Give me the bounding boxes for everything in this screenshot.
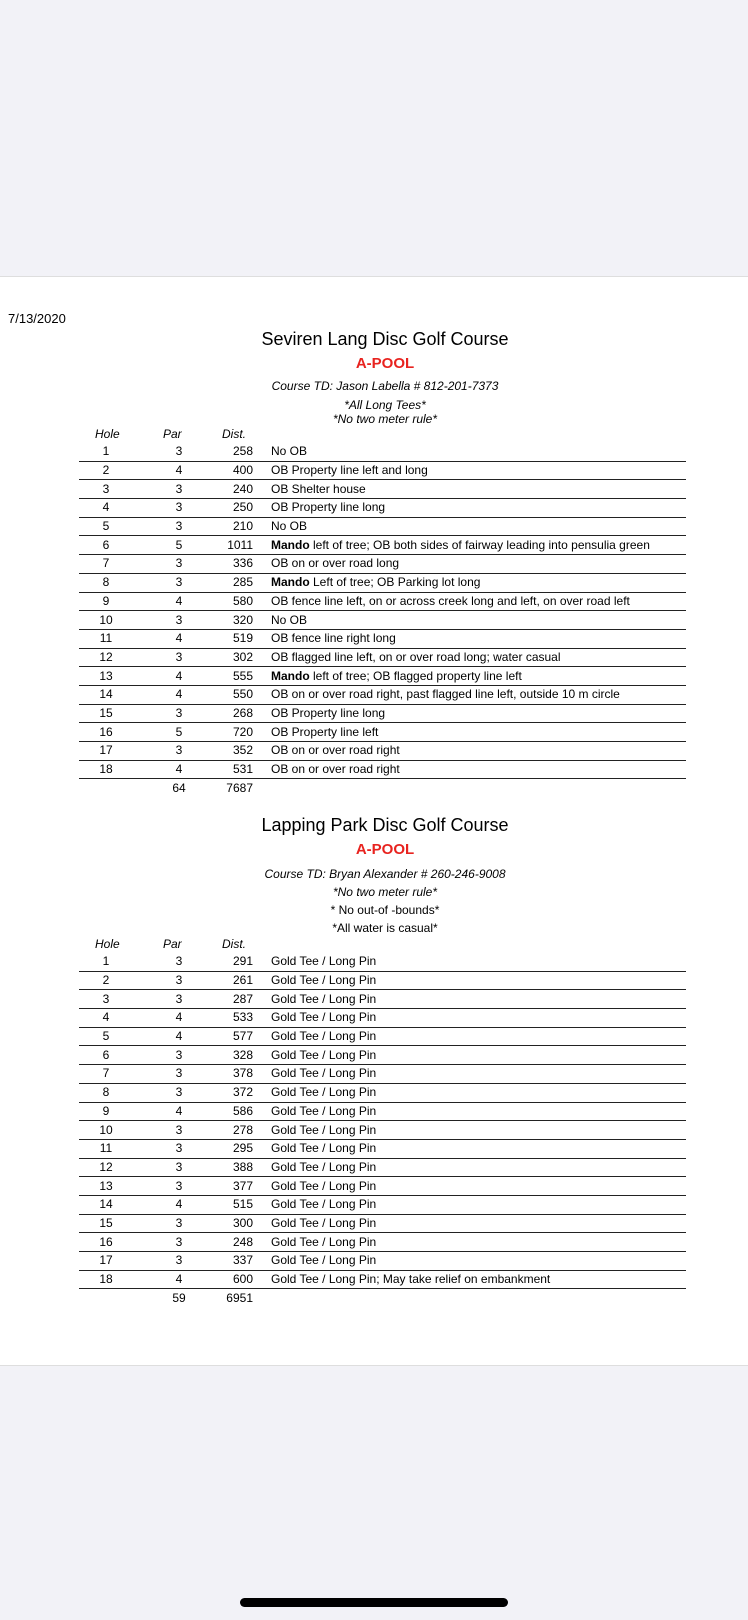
hole-note: [271, 461, 686, 480]
hole-note: [271, 1177, 686, 1196]
hole-par: 5: [133, 536, 225, 555]
spacer: [253, 685, 271, 704]
table-row: [79, 480, 686, 499]
hole-note-text: Gold Tee / Long Pin: [271, 954, 377, 969]
spacer: [253, 1214, 271, 1233]
spacer: [253, 723, 271, 742]
course-2-note: *All water is casual*: [332, 921, 438, 935]
course-1-td: Course TD: Jason Labella # 812-201-7373: [271, 379, 499, 393]
hole-par: 4: [133, 1027, 225, 1046]
course-1-pool: A-POOL: [355, 355, 415, 372]
hole-note-text: Gold Tee / Long Pin: [271, 973, 377, 988]
course-2-holes-table: [79, 953, 686, 1307]
course-1-note: *All Long Tees*: [344, 398, 426, 412]
dist-header: Dist.: [222, 427, 246, 441]
hole-number: 4: [79, 499, 133, 518]
hole-distance: 519: [225, 629, 253, 648]
hole-note: [271, 1102, 686, 1121]
hole-note: [271, 1009, 686, 1028]
hole-distance: 515: [225, 1195, 253, 1214]
table-row: [79, 1065, 686, 1084]
hole-number: 1: [79, 953, 133, 971]
hole-distance: 533: [225, 1009, 253, 1028]
course-2-pool: A-POOL: [355, 841, 415, 858]
course-2-td: Course TD: Bryan Alexander # 260-246-9008: [264, 867, 506, 881]
hole-distance: 555: [225, 667, 253, 686]
hole-note: [271, 499, 686, 518]
table-row: [79, 536, 686, 555]
hole-note-text: OB Property line long: [271, 500, 386, 515]
hole-note: [271, 592, 686, 611]
hole-distance: 577: [225, 1027, 253, 1046]
spacer: [271, 779, 686, 797]
hole-par: 4: [133, 1009, 225, 1028]
table-row: [79, 555, 686, 574]
hole-note-text: OB fence line left, on or across creek long and left, on over road left: [271, 593, 630, 608]
hole-distance: 336: [225, 555, 253, 574]
table-row: [79, 953, 686, 971]
hole-note-text: Gold Tee / Long Pin; May take relief on embankment: [271, 1272, 551, 1287]
hole-distance: 285: [225, 573, 253, 592]
hole-note-text: No OB: [271, 612, 308, 627]
hole-distance: 240: [225, 480, 253, 499]
hole-note-text: No OB: [271, 519, 308, 534]
spacer: [253, 742, 271, 761]
par-header: Par: [163, 427, 182, 441]
hole-note-text: OB Shelter house: [271, 481, 366, 496]
total-par: 64: [172, 780, 186, 795]
hole-note: [271, 1046, 686, 1065]
hole-note: [271, 742, 686, 761]
course-1-holes-table: [79, 443, 686, 797]
table-row: [79, 1158, 686, 1177]
spacer: [253, 760, 271, 779]
hole-number: 5: [79, 1027, 133, 1046]
hole-par: 3: [133, 990, 225, 1009]
table-row: [79, 648, 686, 667]
table-row: [79, 443, 686, 461]
table-row: [79, 1046, 686, 1065]
hole-note-text: OB Property line left and long: [271, 463, 428, 478]
spacer: [253, 1158, 271, 1177]
hole-note: [271, 443, 686, 461]
hole-note: [271, 1195, 686, 1214]
hole-distance: 720: [225, 723, 253, 742]
hole-note-text: Gold Tee / Long Pin: [271, 1215, 377, 1230]
hole-par: 3: [133, 517, 225, 536]
hole-par: 3: [133, 1233, 225, 1252]
spacer: [253, 1083, 271, 1102]
total-distance: 7687: [226, 780, 253, 795]
hole-note: [271, 990, 686, 1009]
table-row: [79, 667, 686, 686]
spacer: [253, 1009, 271, 1028]
hole-number: 9: [79, 592, 133, 611]
hole-distance: 1011: [225, 536, 253, 555]
hole-note: [271, 1083, 686, 1102]
table-row: [79, 1009, 686, 1028]
hole-note-text: Gold Tee / Long Pin: [271, 1047, 377, 1062]
hole-note-text: Left of tree; OB Parking lot long: [309, 575, 481, 590]
hole-distance: 287: [225, 990, 253, 1009]
hole-note: [271, 1121, 686, 1140]
spacer: [253, 592, 271, 611]
dist-header: Dist.: [222, 937, 246, 951]
table-row: [79, 760, 686, 779]
hole-distance: 531: [225, 760, 253, 779]
table-row: [79, 1177, 686, 1196]
spacer: [271, 1289, 686, 1307]
hole-par: 3: [133, 611, 225, 630]
spacer: [253, 1027, 271, 1046]
table-row: [79, 611, 686, 630]
hole-par: 3: [133, 499, 225, 518]
hole-note: [271, 953, 686, 971]
hole-par: 3: [133, 555, 225, 574]
hole-distance: 352: [225, 742, 253, 761]
hole-note-text: Gold Tee / Long Pin: [271, 1010, 377, 1025]
table-row: [79, 1252, 686, 1271]
hole-note-text: OB on or over road right: [271, 762, 400, 777]
hole-par: 3: [133, 1158, 225, 1177]
mando-label: Mando: [271, 537, 310, 552]
par-header: Par: [163, 937, 182, 951]
hole-distance: 586: [225, 1102, 253, 1121]
hole-note-text: Gold Tee / Long Pin: [271, 991, 377, 1006]
hole-par: 4: [133, 1270, 225, 1289]
hole-number: 11: [79, 629, 133, 648]
hole-number: 14: [79, 685, 133, 704]
hole-distance: 248: [225, 1233, 253, 1252]
hole-number: 17: [79, 742, 133, 761]
hole-par: 3: [133, 1083, 225, 1102]
hole-number: 17: [79, 1252, 133, 1271]
hole-number: 13: [79, 667, 133, 686]
hole-note-text: No OB: [271, 444, 308, 459]
hole-header: Hole: [95, 427, 120, 441]
hole-number: 12: [79, 648, 133, 667]
hole-distance: 377: [225, 1177, 253, 1196]
table-row: [79, 1102, 686, 1121]
document-page: [0, 276, 748, 1366]
table-row: [79, 1083, 686, 1102]
table-row: [79, 723, 686, 742]
table-row: [79, 499, 686, 518]
hole-par: 4: [133, 685, 225, 704]
hole-note: [271, 611, 686, 630]
hole-note: [271, 1233, 686, 1252]
hole-note: [271, 760, 686, 779]
hole-par: 4: [133, 1195, 225, 1214]
spacer: [253, 573, 271, 592]
hole-distance: 550: [225, 685, 253, 704]
hole-par: 3: [133, 704, 225, 723]
hole-note-text: Gold Tee / Long Pin: [271, 1103, 377, 1118]
mando-label: Mando: [271, 668, 310, 683]
totals-row: [79, 1289, 686, 1307]
hole-note-text: OB on or over road right, past flagged line left, outside 10 m circle: [271, 687, 620, 702]
hole-distance: 210: [225, 517, 253, 536]
hole-note: [271, 685, 686, 704]
hole-note-text: OB flagged line left, on or over road long; water casual: [271, 649, 561, 664]
hole-distance: 337: [225, 1252, 253, 1271]
hole-note-text: Gold Tee / Long Pin: [271, 1178, 377, 1193]
hole-distance: 268: [225, 704, 253, 723]
table-row: [79, 1214, 686, 1233]
hole-note: [271, 1065, 686, 1084]
table-row: [79, 1270, 686, 1289]
hole-note: [271, 1270, 686, 1289]
spacer: [253, 971, 271, 990]
hole-note-text: Gold Tee / Long Pin: [271, 1159, 377, 1174]
spacer: [253, 1065, 271, 1084]
hole-number: 12: [79, 1158, 133, 1177]
table-row: [79, 1027, 686, 1046]
hole-number: 11: [79, 1139, 133, 1158]
hole-number: 6: [79, 1046, 133, 1065]
hole-note-text: left of tree; OB both sides of fairway leading into pensulia green: [309, 537, 650, 552]
hole-note: [271, 517, 686, 536]
hole-par: 4: [133, 629, 225, 648]
hole-distance: 250: [225, 499, 253, 518]
total-distance: 6951: [226, 1290, 253, 1305]
spacer: [253, 555, 271, 574]
hole-note-text: Gold Tee / Long Pin: [271, 1122, 377, 1137]
hole-note-text: Gold Tee / Long Pin: [271, 1253, 377, 1268]
hole-number: 18: [79, 760, 133, 779]
table-row: [79, 742, 686, 761]
hole-note: [271, 536, 686, 555]
hole-note-text: Gold Tee / Long Pin: [271, 1029, 377, 1044]
spacer: [253, 1252, 271, 1271]
hole-number: 2: [79, 971, 133, 990]
home-indicator[interactable]: [240, 1598, 508, 1607]
table-row: [79, 461, 686, 480]
hole-par: 4: [133, 760, 225, 779]
spacer: [253, 990, 271, 1009]
spacer: [253, 1102, 271, 1121]
hole-distance: 580: [225, 592, 253, 611]
hole-par: 5: [133, 723, 225, 742]
hole-par: 4: [133, 592, 225, 611]
table-row: [79, 1121, 686, 1140]
course-2-note: *No two meter rule*: [332, 885, 438, 899]
hole-distance: 600: [225, 1270, 253, 1289]
hole-par: 4: [133, 667, 225, 686]
hole-number: 15: [79, 704, 133, 723]
hole-note-text: OB Property line left: [271, 724, 379, 739]
hole-note-text: Gold Tee / Long Pin: [271, 1066, 377, 1081]
spacer: [253, 953, 271, 971]
spacer: [253, 517, 271, 536]
hole-par: 3: [133, 648, 225, 667]
hole-note: [271, 704, 686, 723]
spacer: [253, 461, 271, 480]
hole-distance: 300: [225, 1214, 253, 1233]
hole-note-text: Gold Tee / Long Pin: [271, 1141, 377, 1156]
hole-number: 6: [79, 536, 133, 555]
hole-number: 18: [79, 1270, 133, 1289]
hole-distance: 388: [225, 1158, 253, 1177]
hole-distance: 278: [225, 1121, 253, 1140]
hole-header: Hole: [95, 937, 120, 951]
hole-note: [271, 573, 686, 592]
spacer: [253, 499, 271, 518]
hole-note: [271, 1252, 686, 1271]
hole-note-text: Gold Tee / Long Pin: [271, 1234, 377, 1249]
hole-number: 3: [79, 480, 133, 499]
spacer: [253, 1289, 271, 1307]
spacer: [253, 648, 271, 667]
hole-number: 13: [79, 1177, 133, 1196]
hole-note: [271, 629, 686, 648]
hole-par: 3: [133, 443, 225, 461]
hole-number: 1: [79, 443, 133, 461]
course-1-title: Seviren Lang Disc Golf Course: [261, 329, 509, 349]
hole-number: 10: [79, 1121, 133, 1140]
spacer: [253, 779, 271, 797]
table-row: [79, 1233, 686, 1252]
table-row: [79, 629, 686, 648]
table-row: [79, 517, 686, 536]
hole-par: 3: [133, 1252, 225, 1271]
spacer: [253, 1233, 271, 1252]
hole-distance: 320: [225, 611, 253, 630]
course-2-title: Lapping Park Disc Golf Course: [261, 815, 509, 835]
hole-note: [271, 971, 686, 990]
hole-distance: 328: [225, 1046, 253, 1065]
hole-par: 3: [133, 953, 225, 971]
spacer: [253, 704, 271, 723]
hole-number: 3: [79, 990, 133, 1009]
hole-number: 8: [79, 573, 133, 592]
spacer: [253, 1177, 271, 1196]
hole-note-text: OB Property line long: [271, 705, 386, 720]
spacer: [253, 1046, 271, 1065]
hole-number: 10: [79, 611, 133, 630]
hole-number: 4: [79, 1009, 133, 1028]
hole-number: 8: [79, 1083, 133, 1102]
hole-note-text: Gold Tee / Long Pin: [271, 1085, 377, 1100]
spacer: [253, 480, 271, 499]
table-row: [79, 685, 686, 704]
hole-distance: 302: [225, 648, 253, 667]
hole-note-text: left of tree; OB flagged property line left: [309, 668, 522, 683]
table-row: [79, 704, 686, 723]
spacer: [253, 667, 271, 686]
hole-distance: 378: [225, 1065, 253, 1084]
hole-number: 7: [79, 1065, 133, 1084]
hole-note-text: OB fence line right long: [271, 631, 396, 646]
hole-par: 4: [133, 461, 225, 480]
hole-number: 16: [79, 723, 133, 742]
hole-par: 3: [133, 480, 225, 499]
spacer: [79, 779, 133, 797]
table-row: [79, 592, 686, 611]
document-date: 7/13/2020: [8, 311, 66, 326]
spacer: [253, 536, 271, 555]
hole-note-text: OB on or over road long: [271, 556, 400, 571]
hole-note-text: OB on or over road right: [271, 743, 400, 758]
hole-note: [271, 1027, 686, 1046]
hole-note: [271, 480, 686, 499]
totals-row: [79, 779, 686, 797]
hole-number: 9: [79, 1102, 133, 1121]
hole-note: [271, 1158, 686, 1177]
total-par: 59: [172, 1290, 186, 1305]
hole-number: 7: [79, 555, 133, 574]
hole-distance: 261: [225, 971, 253, 990]
mando-label: Mando: [271, 575, 310, 590]
hole-par: 3: [133, 971, 225, 990]
table-row: [79, 573, 686, 592]
spacer: [253, 1270, 271, 1289]
hole-note: [271, 1139, 686, 1158]
course-2-note: * No out-of -bounds*: [330, 903, 440, 917]
hole-number: 5: [79, 517, 133, 536]
hole-note: [271, 555, 686, 574]
hole-par: 3: [133, 742, 225, 761]
table-row: [79, 990, 686, 1009]
spacer: [253, 1121, 271, 1140]
hole-par: 3: [133, 1046, 225, 1065]
hole-distance: 372: [225, 1083, 253, 1102]
hole-number: 2: [79, 461, 133, 480]
hole-number: 16: [79, 1233, 133, 1252]
hole-number: 15: [79, 1214, 133, 1233]
hole-note: [271, 1214, 686, 1233]
course-1-note: *No two meter rule*: [332, 412, 438, 426]
spacer: [253, 1195, 271, 1214]
hole-par: 4: [133, 1102, 225, 1121]
hole-par: 3: [133, 1065, 225, 1084]
spacer: [79, 1289, 133, 1307]
spacer: [253, 443, 271, 461]
table-row: [79, 971, 686, 990]
hole-distance: 258: [225, 443, 253, 461]
hole-par: 3: [133, 1139, 225, 1158]
table-row: [79, 1139, 686, 1158]
hole-distance: 291: [225, 953, 253, 971]
hole-distance: 400: [225, 461, 253, 480]
hole-par: 3: [133, 1121, 225, 1140]
hole-par: 3: [133, 1177, 225, 1196]
table-row: [79, 1195, 686, 1214]
hole-note: [271, 648, 686, 667]
spacer: [253, 629, 271, 648]
hole-note: [271, 723, 686, 742]
hole-number: 14: [79, 1195, 133, 1214]
hole-distance: 295: [225, 1139, 253, 1158]
hole-par: 3: [133, 1214, 225, 1233]
spacer: [253, 611, 271, 630]
hole-note-text: Gold Tee / Long Pin: [271, 1197, 377, 1212]
hole-par: 3: [133, 573, 225, 592]
hole-note: [271, 667, 686, 686]
spacer: [253, 1139, 271, 1158]
